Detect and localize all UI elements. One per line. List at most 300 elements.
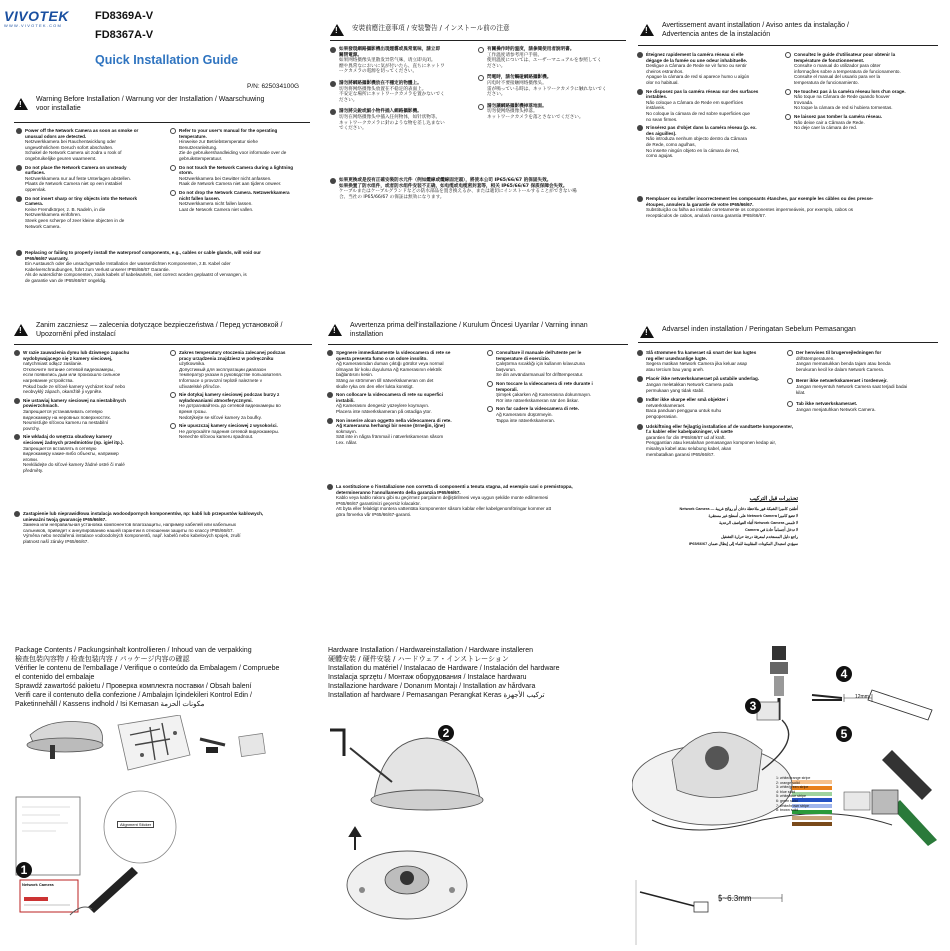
- warning-item-text: [25, 128, 170, 162]
- warning-item: [637, 125, 785, 159]
- text-line: temperature di esercizio.: [496, 355, 551, 361]
- warning-icon: [328, 324, 342, 336]
- wire-color-item: 4: blue solid: [776, 789, 796, 794]
- warning-item: [14, 434, 174, 473]
- step-3-badge: 3: [745, 698, 761, 714]
- bullet-icon: [637, 397, 643, 403]
- warning-item-text: [646, 397, 795, 419]
- package-illustration: [10, 715, 310, 945]
- text-line: Consultez le guide d'utilisateur pour obtenir la: [794, 52, 896, 57]
- text-line: 不安定な場所にネットワークカメラを置かないでく: [339, 92, 445, 98]
- heading-line: Instalacja sprzętu / Монтаж оборудования / Instalace hardwaru: [328, 674, 527, 681]
- warning-item-text: [336, 418, 487, 446]
- warning-item: [327, 350, 487, 389]
- warning-item-text: [646, 52, 785, 86]
- warning-item-text: [339, 81, 475, 103]
- bullet-icon: [637, 196, 643, 202]
- text-line: Ağ Kamerasını düşürmeyin.: [496, 411, 553, 417]
- pen-image: [88, 867, 138, 913]
- text-line: ークカメラの電源を切ってください。: [339, 69, 418, 75]
- text-line: Отключите питание сетевой видеокамеры,: [23, 366, 115, 372]
- warning-item-text: [646, 125, 785, 159]
- text-line: No toque la cámara de red si hubiera tormentas.: [794, 105, 893, 111]
- text-line: étoupes, annulera la garantie de votre IP65/66/67.: [646, 201, 754, 207]
- warning-item-text: [646, 376, 795, 393]
- arrow-up-icon: [350, 828, 360, 850]
- text-line: Se din användarmanual för drifttemperatur.: [496, 372, 584, 378]
- text-line: Der henvises til brugervejledningen for: [796, 350, 882, 355]
- panel1-title-1: Warning Before Installation / Warnung vor der Installation / Waarschuwing: [36, 96, 265, 103]
- panel3-left-list: [637, 52, 785, 162]
- text-line: нагревание устройства.: [23, 377, 74, 383]
- text-line: unieważni twoją gwarancję IP65/66/67.: [23, 516, 107, 522]
- text-line: если появились дым или произошло сильное: [23, 372, 121, 378]
- warning-item: [170, 423, 314, 440]
- text-line: Şimşek çakarken Ağ Kamerasına dokunmayın.: [496, 392, 592, 398]
- warning-item-text: [487, 47, 628, 69]
- text-line: powierzchniach.: [23, 403, 59, 409]
- bullet-icon: [637, 350, 643, 356]
- text-line: no sean firmes.: [646, 116, 678, 122]
- step-5-badge: 5: [836, 726, 852, 742]
- panel4-left-list: [14, 350, 174, 476]
- cable-gland-image: [757, 646, 788, 720]
- bullet-icon: [330, 47, 336, 53]
- bullet-icon: [327, 484, 333, 490]
- text-line: bağlantısını kesin.: [336, 372, 374, 378]
- text-line: 切勿在网络摄像头中插入任何物体，如针状物等。: [339, 114, 441, 120]
- panel3-waterproof-note: [637, 196, 937, 221]
- text-line: Não deixe cair a Câmara de Rede.: [794, 119, 865, 125]
- text-line: membatalkan garansi IP65/66/67.: [646, 451, 715, 457]
- bullet-icon: [327, 418, 333, 424]
- warning-item-text: [179, 128, 312, 162]
- text-line: でください。: [339, 126, 367, 132]
- text-line: Kabelverschraubungen, führt zum Verlust unserer IP65/66/67 Garantie.: [25, 266, 170, 272]
- warning-icon: [330, 24, 344, 36]
- text-line: Tab ikke netværkskameraet.: [796, 401, 858, 407]
- bullet-icon: [330, 109, 336, 115]
- warning-item-text: [23, 434, 174, 473]
- bullet-icon: [330, 81, 336, 87]
- panel5-header: [328, 322, 628, 339]
- text-line: surfaces.: [25, 170, 46, 176]
- text-line: Ağ Kamerasını dengesiz yüzeylere koymayın.: [336, 403, 430, 409]
- text-line: permukaan yang tidak stabil.: [646, 387, 705, 393]
- arabic-line: أطفئ كاميرا الشبكة فور ملاحظة دخان أو روائح غريبة — Network Camera: [679, 507, 798, 511]
- warning-item: [637, 424, 795, 458]
- warning-item: [14, 350, 174, 395]
- text-line: Informace o provozní teplotě naleznete v: [179, 377, 262, 383]
- text-line: instabili.: [336, 397, 355, 403]
- bullet-icon: [487, 381, 493, 387]
- panel1-waterproof-note: [16, 250, 312, 287]
- wire-stripper-image: [812, 690, 932, 720]
- text-line: atau tercium bau yang aneh.: [646, 366, 705, 372]
- text-line: Výměna nebo nezdařená instalace vodoodolných komponentů, např. kabelů nebo kabelových spojek, zruší: [23, 533, 241, 539]
- waterproof-item: [16, 250, 312, 284]
- warning-item-text: [794, 114, 941, 131]
- text-line: W razie zauważenia dymu lub dziwnego zapachu: [23, 350, 130, 355]
- arabic-list: [630, 506, 798, 548]
- bullet-icon: [14, 511, 20, 517]
- text-line: Не допускайте падения сетевой видеокамеры.: [179, 428, 280, 434]
- waterproof-item: [327, 484, 629, 518]
- warning-item-text: [487, 104, 628, 121]
- panel6-header: [640, 326, 940, 338]
- text-line: Penggantian atau kesalahan pemasangan komponen kedap air, misalnya kabel atau selubung kabel, akan: [646, 440, 776, 451]
- text-line: Pokud bude ze síťové kamery vycházet kouř nebo: [23, 383, 126, 389]
- panel5-title-2: installation: [350, 330, 384, 338]
- bullet-icon: [478, 104, 484, 110]
- warning-item: [785, 52, 941, 86]
- warning-item-text: [796, 378, 941, 395]
- text-line: Nie wkładaj do wnętrza obudowy kamery: [23, 434, 113, 440]
- panel1-header: [14, 96, 310, 113]
- waterproof-text: [23, 511, 312, 545]
- heading-line: Vérifier le contenu de l'emballage / Verifique o conteúdo da Embalagem / Compruebe: [15, 665, 280, 672]
- warning-item-text: [646, 350, 795, 372]
- text-line: Запрещается вставлять в сетевую: [23, 445, 97, 451]
- text-line: Não introduza nenhum objecto dentro da Câmara: [646, 136, 747, 142]
- text-line: Jangan menjatuhkan Network Camera.: [796, 406, 876, 412]
- bullet-icon: [170, 423, 176, 429]
- panel2-left-list: [330, 47, 475, 138]
- text-line: Plaats de Network Camera niet op een instabiel: [25, 181, 123, 187]
- warning-item: [637, 350, 795, 372]
- heading-line: Paketinnehåll / Kassens indhold / Isi Kemasan مكونات الحزمة: [15, 701, 205, 708]
- text-line: Power off the Network Camera as soon as smoke or: [25, 128, 139, 133]
- warning-item: [487, 381, 630, 403]
- warning-item: [14, 398, 174, 432]
- text-line: natychmiast odłącz zasilanie.: [23, 361, 83, 367]
- warning-item: [637, 89, 785, 123]
- warning-item-text: [25, 165, 170, 193]
- camera-dome-image: [27, 722, 103, 760]
- arabic-line: لا تدخل أجساماً حادة في Camera: [745, 528, 798, 532]
- text-line: de garantie van de IP65/66/67 ongeldig.: [25, 277, 107, 283]
- panel5-left-list: [327, 350, 487, 449]
- warning-item: [637, 397, 795, 419]
- text-line: Segera matikan Network Camera jika keluar asap: [646, 361, 748, 367]
- text-line: température de fonctionnement.: [794, 57, 865, 63]
- text-line: иголки.: [23, 456, 39, 462]
- text-line: oppervlak.: [25, 186, 47, 192]
- warning-item-text: [336, 350, 487, 389]
- dome-housing-image: [350, 738, 483, 810]
- text-line: Stäng av strömmen till nätverkskameran om det: [336, 377, 434, 383]
- panel3-right-list: [785, 52, 941, 134]
- text-line: 如果换置了防水组件，或者防水组件安装不正确，如电缆或电缆密封套等，相关 IP65/66/67 保质保障会失效。: [339, 183, 568, 189]
- warning-item-text: [796, 350, 941, 372]
- panel5-waterproof-note: [327, 484, 629, 521]
- heading-line: Installation af hardware / Pemasangan Perangkat Keras تركيب الأجهزة: [328, 692, 545, 699]
- bullet-icon: [637, 52, 643, 58]
- text-line: Steek geen scherpe of zeer kleine objecten in de: [25, 217, 125, 223]
- strip-length-label: 12mm: [855, 694, 869, 700]
- text-line: Jangan memasukkan benda tajam atau benda: [796, 361, 891, 367]
- heading-line: 檢查包裝內容物 / 检查包装内容 / パッケージ内容の確認: [15, 655, 190, 663]
- desiccant-image: [239, 733, 266, 756]
- cable-diameter-label: 5~6.3mm: [718, 894, 752, 903]
- panel1-right-list: [170, 128, 312, 215]
- bullet-icon: [478, 75, 484, 81]
- text-line: ださい。: [487, 92, 506, 98]
- warning-item-text: [794, 89, 941, 111]
- warning-item-text: [794, 52, 941, 86]
- text-line: Slå strømmen fra kameraet så snart der kan lugtes: [646, 350, 757, 355]
- text-line: Berør ikke netværkskameraet i tordenvejr.: [796, 378, 888, 384]
- bullet-icon: [785, 52, 791, 58]
- text-line: 工作温度请参考用户手册。: [487, 52, 543, 58]
- alignment-sticker-label: Alignment Sticker: [117, 821, 154, 828]
- warning-item: [487, 350, 630, 378]
- text-line: 如果更換或是沒有正確安裝防水元件（例如纜線或纜線固定頭），將使本公司 IP65/66/67 的保固失效。: [339, 178, 552, 183]
- panel2-divider: [330, 40, 626, 41]
- text-line: Nevkládejte do síťové kamery žádné ostré či malé: [23, 462, 125, 468]
- warning-item: [330, 81, 475, 103]
- text-line: Baca panduan pengguna untuk suhu: [646, 408, 722, 414]
- warning-item: [330, 109, 475, 131]
- text-line: Indfør ikke skarpe eller små objekter i: [646, 397, 729, 403]
- warning-item: [327, 392, 487, 414]
- camera-cabling-image: [632, 720, 892, 830]
- text-line: температур указан в руководстве пользователя.: [179, 372, 283, 378]
- warning-item-text: [496, 381, 630, 403]
- heading-line: el contenido del embalaje: [15, 674, 95, 681]
- bullet-icon: [170, 350, 176, 356]
- warning-item: [170, 392, 314, 420]
- logo-text: VIVOTEK: [4, 8, 69, 24]
- waterproof-text: [25, 250, 312, 284]
- panel3-header: [640, 22, 940, 39]
- warning-item: [327, 418, 487, 446]
- wire-color-item: 7: white/brown stripe: [776, 803, 809, 808]
- waterproof-text: [339, 178, 626, 200]
- wire-color-item: 2: orange solid: [776, 780, 800, 785]
- panel5-divider: [328, 344, 628, 345]
- text-line: des aiguilles).: [646, 130, 677, 136]
- text-line: 如果發現網路攝影機出現煙霧或異常氣味，請立即: [339, 47, 441, 52]
- text-line: Jangan menyentuh Network Camera saat terjadi badai: [796, 383, 908, 389]
- text-line: ネットワークカメラに針のような物を差し込まない: [339, 120, 445, 126]
- text-line: Network Camera.: [25, 223, 61, 229]
- text-line: Non inserire alcun oggetto nella videocamera di rete.: [336, 417, 452, 423]
- warning-item: [637, 52, 785, 86]
- text-line: ungewöhnlichem Geruch sofort abschalten.: [25, 144, 114, 150]
- text-line: questa presenta fumo o un odore insolito.: [336, 355, 428, 361]
- warning-item-text: [796, 401, 941, 412]
- warning-item: [478, 104, 628, 121]
- text-line: sokmayın.: [336, 428, 357, 434]
- text-line: temporali.: [496, 386, 518, 392]
- text-line: Refer to your user's manual for the operating: [179, 128, 278, 133]
- warning-item: [787, 378, 941, 395]
- bullet-icon: [637, 424, 643, 430]
- wire-color-item: 5: white/blue stripe: [776, 794, 806, 799]
- warning-item-text: [23, 398, 174, 432]
- panel5-title-1: Avvertenza prima dell'installazione / Kurulum Öncesi Uyarılar / Varning innan: [350, 322, 588, 329]
- text-line: unusual odors are detected.: [25, 133, 87, 139]
- warning-item-text: [25, 196, 170, 230]
- warning-item: [487, 406, 630, 423]
- text-line: Do not drop the Network Camera. Netzwerkkamera: [179, 189, 290, 195]
- text-line: skulle ryka om den eller lukta konstigt.: [336, 383, 414, 389]
- wire-color-item: 1: white/orange stripe: [776, 776, 811, 780]
- text-line: nicht fallen lassen.: [179, 195, 221, 201]
- text-line: ケーブルまたはケーブルグランドなどの防水部品を置き換えるか、または適切にインストールすることができない場: [339, 189, 577, 195]
- text-line: Consultare il manuale dell'utente per le: [496, 350, 582, 355]
- panel7-header: [15, 646, 315, 709]
- text-line: Допустимый для эксплуатации диапазон: [179, 366, 266, 372]
- step-4-badge: 4: [836, 666, 852, 682]
- heading-line: 硬體安裝 / 硬件安装 / ハードウェア・インストレーション: [328, 655, 509, 663]
- text-line: Kablo veya kablo rakoru gibi su geçirmez parçaların değiştirilmesi veya uygun şekilde monte edilmemesi: [336, 495, 549, 501]
- text-line: Nenechte síťovou kameru spadnout.: [179, 434, 254, 440]
- text-line: Ne touchez pas à la caméra réseau lors d'un orage.: [794, 88, 906, 94]
- text-line: 煙や異常なにおいに気が付いたら、直ちにネットワ: [339, 63, 445, 69]
- bullet-icon: [16, 128, 22, 134]
- text-line: Ağ Kamerasına herhangi bir nesne (örneğin, iğne): [336, 423, 445, 429]
- text-line: Não toque na Câmara de Rede quando houver: [794, 94, 890, 100]
- text-line: Do not touch the Network Camera during a lightning: [179, 164, 294, 170]
- panel4-divider: [14, 344, 312, 345]
- bullet-icon: [330, 178, 336, 184]
- warning-item-text: [336, 392, 487, 414]
- logo-tagline: WWW.VIVOTEK.COM: [4, 23, 62, 28]
- text-line: Benutzeranleitung.: [179, 144, 218, 150]
- panel1-title-2: voor installatie: [36, 104, 81, 112]
- panel3-title-1: Avertissement avant installation / Aviso antes da instalação /: [662, 22, 849, 29]
- waterproof-item: [14, 511, 312, 545]
- warning-icon: [640, 326, 654, 338]
- text-line: dégage de la fumée ou une odeur inhabituelle.: [646, 57, 748, 63]
- panel2-header: [330, 24, 628, 36]
- bullet-icon: [637, 89, 643, 95]
- warning-item: [785, 114, 941, 131]
- text-line: Raak de Network Camera niet aan tijdens onweer.: [179, 181, 282, 187]
- text-line: cheiros estranhos.: [646, 68, 684, 74]
- text-line: trovoada.: [794, 99, 814, 105]
- bullet-icon: [16, 165, 22, 171]
- warning-item: [16, 196, 170, 230]
- text-line: La sostituzione o l'installazione non corretta di componenti a tenuta stagna, ad esempio cavi o premistoppa,: [336, 484, 573, 489]
- text-line: Не дотрагивайтесь до сетевой видеокамеры во: [179, 403, 281, 409]
- warning-icon: [14, 98, 28, 110]
- text-line: pengoperasian.: [646, 413, 678, 419]
- text-line: instables.: [646, 94, 668, 100]
- text-line: użytkownika.: [179, 361, 206, 367]
- text-line: Ein Austausch oder die unsachgemäße Installation der wasserdichten Komponenten, z.B. Kabel oder: [25, 261, 231, 267]
- text-line: 切勿将网络摄像头放置在不稳定的表面上。: [339, 86, 427, 92]
- text-line: předměty.: [23, 467, 44, 473]
- text-line: 切勿使网络摄像头掉落。: [487, 109, 538, 115]
- text-line: kilat.: [796, 389, 806, 395]
- text-line: 合、当社の IP65/66/67 の保証は無効になります。: [339, 194, 445, 200]
- warning-item-text: [23, 350, 174, 395]
- panel6-title: Advarsel inden installation / Peringatan Sebelum Pemasangan: [662, 326, 856, 333]
- text-line: storm.: [179, 170, 194, 176]
- bullet-icon: [170, 128, 176, 134]
- bullet-icon: [14, 434, 20, 440]
- panel1-left-list: [16, 128, 170, 232]
- text-line: Keine Fremdkörper, z. B. Nadeln, in die: [25, 206, 106, 212]
- part-number: P/N: 625034100G: [247, 83, 300, 90]
- text-line: Udskiftning eller fejlagtig installation af de vandtætte komponenter, f.x kabler eller kabelpakninger, vil sætte: [646, 423, 794, 435]
- text-line: temperature.: [179, 133, 207, 139]
- text-line: platnost naší záruky IP65/66/67.: [23, 538, 89, 544]
- panel2-waterproof-note: [330, 178, 626, 203]
- warning-item: [170, 165, 312, 187]
- bullet-icon: [787, 378, 793, 384]
- warning-item-text: [179, 423, 314, 440]
- step-2-badge: 2: [438, 725, 454, 741]
- text-line: Nie ustawiaj kamery sieciowej na niestabilnych: [23, 397, 126, 403]
- warning-item-text: [179, 350, 314, 389]
- text-line: Netzwerkkamera bei Gewitter nicht anfassen.: [179, 175, 272, 181]
- waterproof-text: [646, 196, 937, 218]
- text-line: Consulte o manual do utilizador para obter: [794, 63, 881, 69]
- text-line: wydobywającego się z kamery sieciowej,: [23, 355, 113, 361]
- warning-item: [478, 75, 628, 97]
- text-line: Tappa inte nätverkskameran.: [496, 417, 555, 423]
- warning-item-text: [646, 424, 795, 458]
- arabic-block: [630, 496, 798, 548]
- panel4-waterproof-note: [14, 511, 312, 548]
- text-line: Replacing or failing to properly install the waterproof components, e.g., cables or cable glands, will void our: [25, 250, 261, 255]
- text-line: 請勿讓網路攝影機掉落地面。: [487, 103, 547, 109]
- heading-line: Sprawdź zawartość pakietu / Проверка комплекта поставки / Obsah balení: [15, 683, 252, 690]
- arabic-line: لا تضع كاميرا Network Camera على أسطح غير مستقرة: [708, 514, 798, 518]
- warning-item-text: [339, 109, 475, 131]
- text-line: N'insérez pas d'objet dans la caméra réseau (p. ex.: [646, 125, 757, 131]
- text-line: Desligue a Câmara de Rede se vir fumo ou sentir: [646, 63, 747, 69]
- warning-item-text: [179, 165, 312, 187]
- label-card-title: Network Camera: [22, 882, 54, 887]
- text-line: garantien for din IP65/66/67 ud af kraft.: [646, 434, 726, 440]
- text-line: de Rede, como agulhas,: [646, 141, 696, 147]
- text-line: Camera.: [25, 201, 44, 207]
- panel4-header: [14, 322, 312, 339]
- bullet-icon: [637, 376, 643, 382]
- wire-color-list: [776, 776, 810, 813]
- step-1-badge: 1: [16, 862, 32, 878]
- text-line: Do not place the Network Camera on unsteady: [25, 164, 127, 170]
- bullet-icon: [170, 392, 176, 398]
- heading-line: Package Contents / Packungsinhalt kontrollieren / Inhoud van de verpakking: [15, 647, 252, 654]
- arabic-line: راجع دليل المستخدم لمعرفة درجة حرارة التشغيل: [720, 535, 798, 539]
- warning-item: [637, 376, 795, 393]
- text-line: røg eller usædvanlige lugte.: [646, 355, 708, 361]
- text-line: ネットワークカメラを落とさないでください。: [487, 114, 584, 120]
- warning-item-text: [487, 75, 628, 97]
- text-line: Замена или неправильная установка компонентов влагозащиты, например кабелей или кабельных: [23, 522, 237, 528]
- panel6-divider: [638, 342, 938, 343]
- bullet-icon: [787, 350, 793, 356]
- text-line: Placér ikke netværkskameraet på ustabile underlag.: [646, 376, 760, 382]
- text-line: Ne laissez pas tomber la caméra réseau.: [794, 113, 883, 119]
- bullet-icon: [14, 350, 20, 356]
- text-line: instáveis.: [646, 105, 666, 111]
- warning-item-text: [496, 406, 630, 423]
- text-line: Nie dotykaj kamery sieciowej podczas burzy z: [179, 392, 280, 398]
- text-line: Ağ Kamerasından duman çıktığı görülür veya normal: [336, 361, 444, 367]
- text-line: gebruikstemperatuur.: [179, 155, 223, 161]
- bullet-icon: [14, 398, 20, 404]
- text-line: povrchy.: [23, 425, 41, 431]
- vivotek-logo: [4, 8, 69, 28]
- text-line: 請勿將尖銳或細小物件插入網路攝影機。: [339, 109, 422, 115]
